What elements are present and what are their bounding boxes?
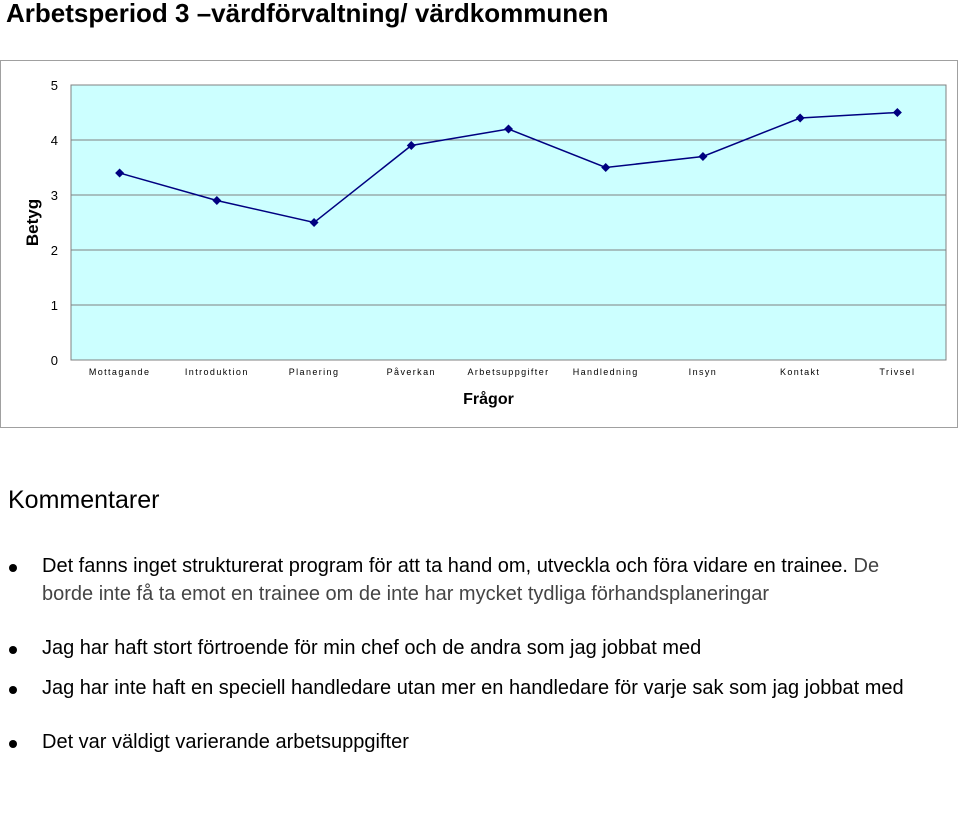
line-chart: [1, 61, 959, 429]
bullet-icon: [9, 740, 17, 748]
y-axis-label: Betyg: [23, 198, 42, 247]
y-tick-label: 3: [50, 188, 58, 203]
x-tick-label: Trivsel: [879, 367, 916, 377]
page-title: Arbetsperiod 3 –värdförvaltning/ värdkommunen: [6, 0, 609, 28]
y-tick-label: 0: [50, 353, 58, 368]
x-axis-label: Frågor: [463, 391, 514, 408]
comment-text: Jag har haft stort förtroende för min chef och de andra som jag jobbat med: [42, 637, 702, 659]
x-tick-label: Planering: [288, 367, 340, 377]
x-tick-label: Påverkan: [386, 367, 436, 377]
comment-text: Jag har inte haft en speciell handledare utan mer en handledare för varje sak som jag jobbat med: [42, 677, 904, 699]
comment-item: [0, 552, 910, 608]
chart-frame: [0, 60, 958, 428]
y-tick-label: 2: [50, 243, 58, 258]
comment-subtext: De borde inte få ta emot en trainee om de inte har mycket tydliga förhandsplaneringar: [42, 555, 880, 605]
comment-item: [0, 728, 910, 756]
x-tick-label: Insyn: [688, 367, 718, 377]
y-tick-labels: [51, 78, 58, 368]
x-tick-labels: [89, 367, 916, 377]
x-tick-label: Handledning: [572, 367, 639, 377]
comment-text: Det fanns inget strukturerat program för att ta hand om, utveckla och föra vidare en trainee. De borde inte få ta emot en trainee om de inte har mycket tydliga förhandsplaneringar: [42, 555, 880, 605]
comments-list: [0, 552, 910, 756]
comment-item: [0, 634, 910, 662]
comment-text: Det var väldigt varierande arbetsuppgifter: [42, 731, 409, 753]
x-tick-label: Mottagande: [88, 367, 151, 377]
y-tick-label: 1: [50, 298, 58, 313]
y-tick-label: 4: [50, 133, 58, 148]
comments-heading: Kommentarer: [8, 486, 160, 514]
comment-item: [0, 674, 910, 702]
bullet-icon: [9, 686, 17, 694]
x-tick-label: Introduktion: [184, 367, 249, 377]
bullet-icon: [9, 646, 17, 654]
x-tick-label: Arbetsuppgifter: [467, 367, 550, 377]
x-tick-label: Kontakt: [780, 367, 821, 377]
y-tick-label: 5: [50, 78, 58, 93]
bullet-icon: [9, 564, 17, 572]
